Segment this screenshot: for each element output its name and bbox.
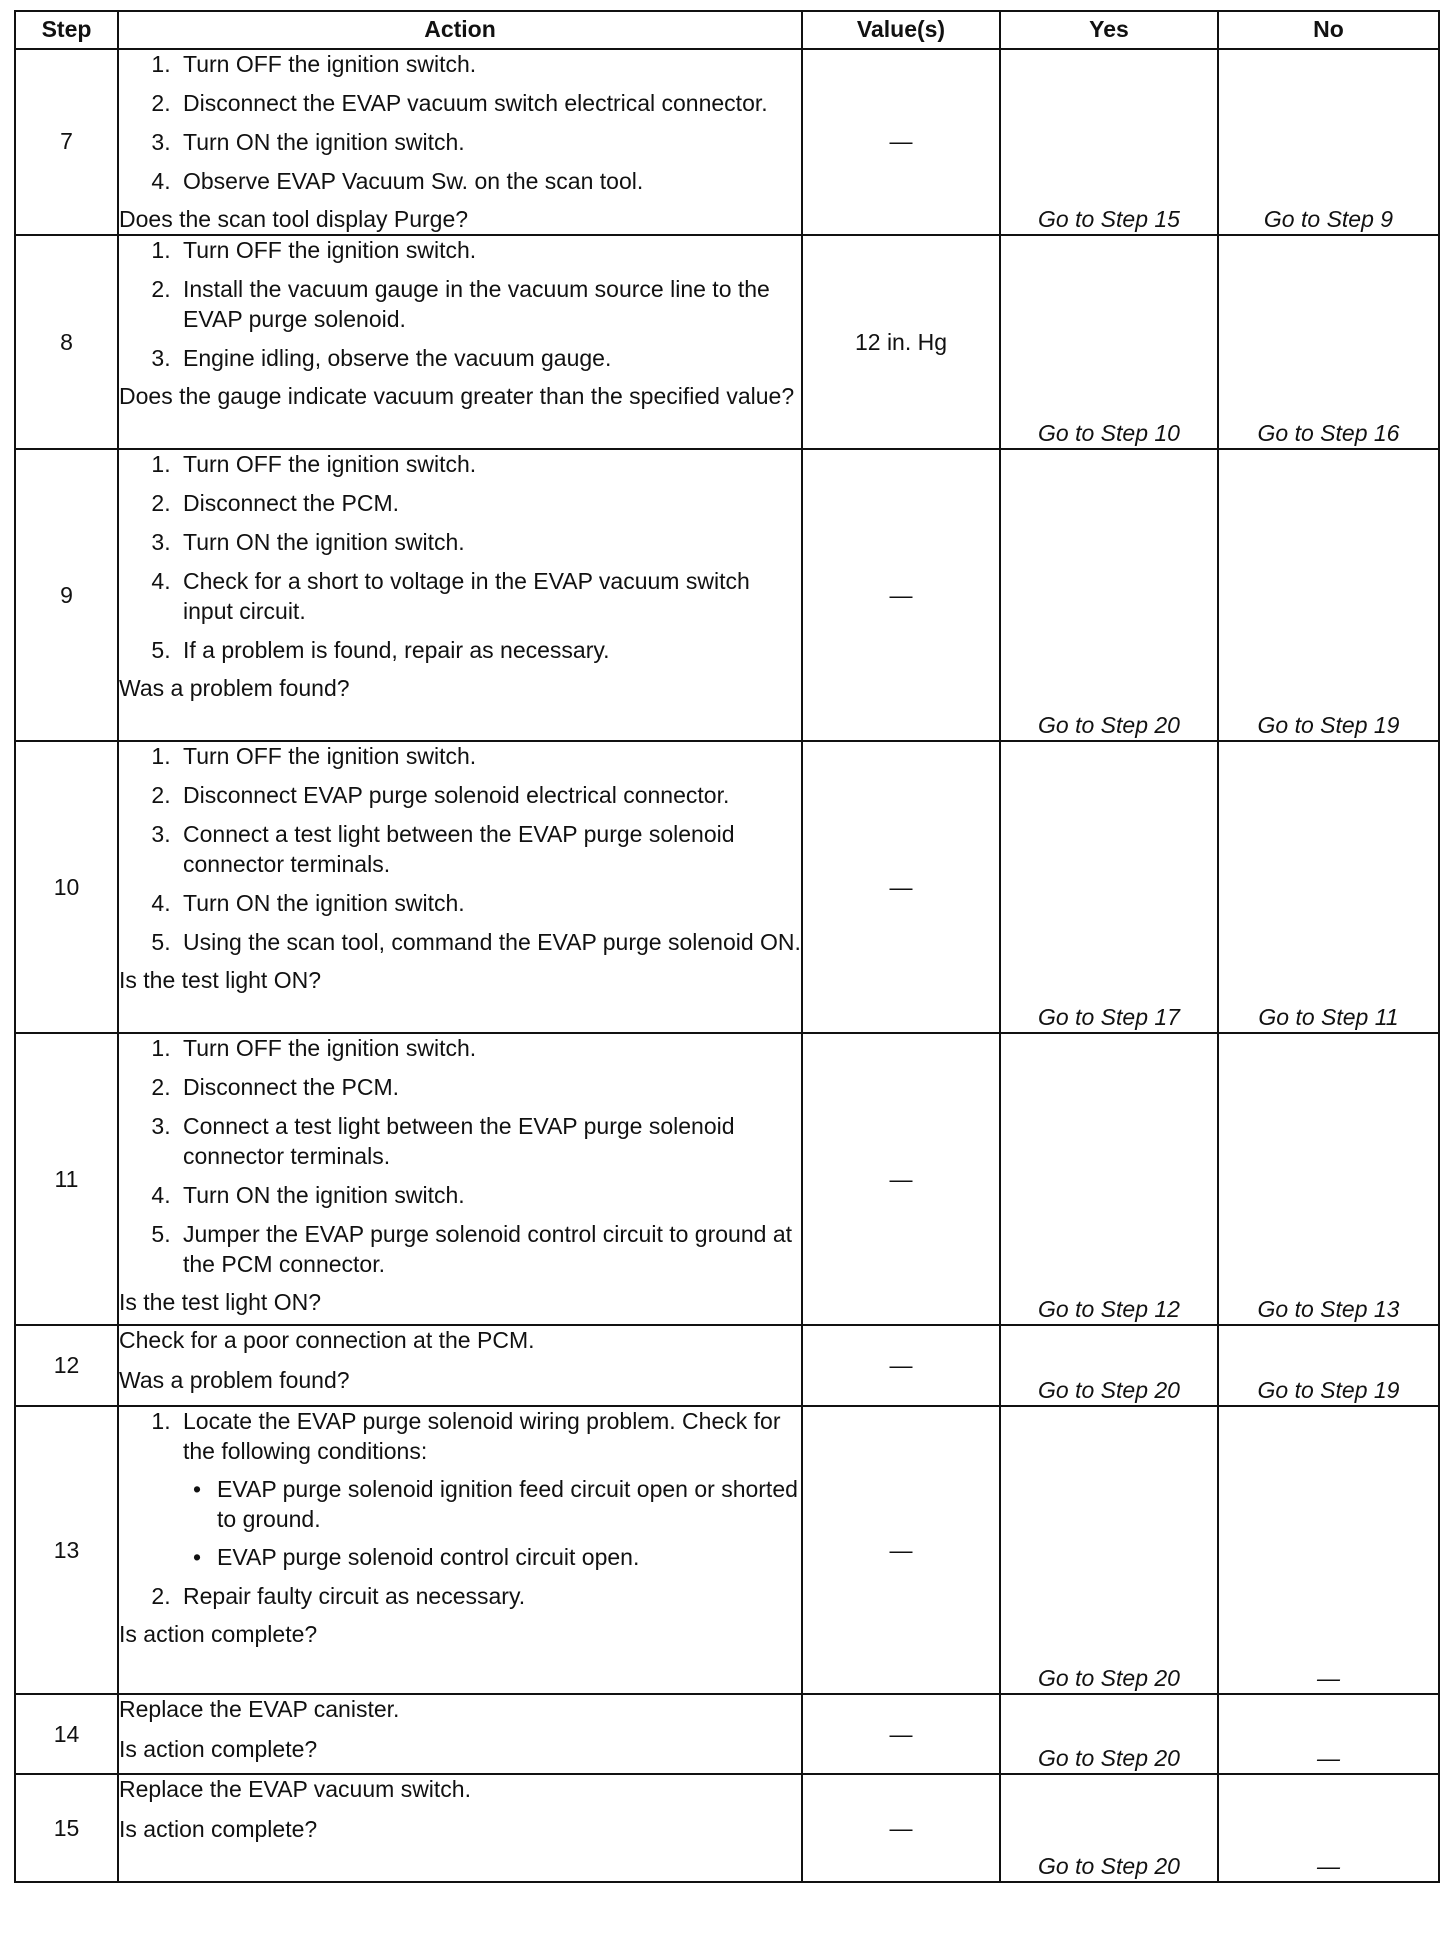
action-cell [118, 235, 802, 449]
action-item: 2. Disconnect EVAP purge solenoid electrical connector. [177, 781, 801, 811]
action-question: Does the scan tool display Purge? [119, 205, 469, 232]
step-number: 14 [15, 1694, 118, 1774]
step-number: 15 [15, 1774, 118, 1882]
yes-cell: Go to Step 10 [1000, 235, 1218, 449]
value-cell: — [802, 741, 1000, 1033]
no-cell: Go to Step 19 [1218, 449, 1439, 741]
action-cell [118, 1774, 802, 1882]
action-question: Is action complete? [119, 1816, 318, 1843]
table-row [15, 1406, 1439, 1694]
action-item: 4. Turn ON the ignition switch. [177, 1181, 801, 1211]
action-item: 1. Turn OFF the ignition switch. [177, 50, 801, 80]
action-question: Is the test light ON? [119, 1288, 321, 1315]
header-step: Step [15, 11, 118, 49]
action-item: 1. Turn OFF the ignition switch. [177, 1034, 801, 1064]
action-item: 3. Turn ON the ignition switch. [177, 528, 801, 558]
action-item [177, 1407, 801, 1572]
table-row [15, 1694, 1439, 1774]
table-row [15, 1774, 1439, 1882]
action-text: Replace the EVAP vacuum switch. [119, 1776, 471, 1803]
action-item-text: Locate the EVAP purge solenoid wiring problem. Check for the following conditions: [183, 1408, 781, 1465]
action-cell [118, 1694, 802, 1774]
action-question: Was a problem found? [119, 674, 350, 701]
no-cell: — [1218, 1774, 1439, 1882]
table-row [15, 49, 1439, 235]
action-list [119, 742, 801, 965]
step-number: 8 [15, 235, 118, 449]
action-question: Was a problem found? [119, 1367, 350, 1394]
value-cell: — [802, 1325, 1000, 1406]
action-cell [118, 1406, 802, 1694]
action-item: 4. Observe EVAP Vacuum Sw. on the scan tool. [177, 167, 801, 197]
action-item: 5. If a problem is found, repair as necessary. [177, 636, 801, 666]
action-item: 3. Connect a test light between the EVAP purge solenoid connector terminals. [177, 1112, 801, 1172]
action-cell [118, 741, 802, 1033]
action-cell [118, 1325, 802, 1406]
step-number: 9 [15, 449, 118, 741]
action-item: 5. Using the scan tool, command the EVAP purge solenoid ON. [177, 928, 801, 958]
table-row [15, 741, 1439, 1033]
header-action: Action [118, 11, 802, 49]
value-cell: — [802, 1774, 1000, 1882]
action-item: 3. Engine idling, observe the vacuum gauge. [177, 344, 801, 374]
header-values: Value(s) [802, 11, 1000, 49]
no-cell: Go to Step 11 [1218, 741, 1439, 1033]
yes-cell: Go to Step 20 [1000, 1406, 1218, 1694]
yes-cell: Go to Step 17 [1000, 741, 1218, 1033]
action-item: 1. Turn OFF the ignition switch. [177, 236, 801, 266]
action-item: 2. Disconnect the EVAP vacuum switch electrical connector. [177, 89, 801, 119]
action-question: Does the gauge indicate vacuum greater than the specified value? [119, 383, 795, 410]
condition-item: • EVAP purge solenoid control circuit open. [215, 1543, 801, 1573]
action-cell [118, 49, 802, 235]
action-cell [118, 449, 802, 741]
action-list [119, 450, 801, 673]
action-list [119, 236, 801, 382]
action-item: 4. Turn ON the ignition switch. [177, 889, 801, 919]
action-item: 1. Turn OFF the ignition switch. [177, 450, 801, 480]
action-item: 2. Repair faulty circuit as necessary. [177, 1582, 801, 1612]
step-number: 11 [15, 1033, 118, 1325]
action-list [119, 1407, 801, 1619]
step-number: 7 [15, 49, 118, 235]
value-cell: — [802, 1033, 1000, 1325]
condition-list [183, 1475, 801, 1573]
yes-cell: Go to Step 20 [1000, 1694, 1218, 1774]
step-number: 13 [15, 1406, 118, 1694]
action-text: Check for a poor connection at the PCM. [119, 1327, 535, 1354]
header-yes: Yes [1000, 11, 1218, 49]
header-row [15, 11, 1439, 49]
no-cell: — [1218, 1694, 1439, 1774]
value-cell: — [802, 49, 1000, 235]
diagnostic-table [14, 10, 1440, 1883]
condition-item: • EVAP purge solenoid ignition feed circuit open or shorted to ground. [215, 1475, 801, 1535]
yes-cell: Go to Step 20 [1000, 1325, 1218, 1406]
yes-cell: Go to Step 15 [1000, 49, 1218, 235]
value-cell: — [802, 1406, 1000, 1694]
header-no: No [1218, 11, 1439, 49]
action-item: 5. Jumper the EVAP purge solenoid control circuit to ground at the PCM connector. [177, 1220, 801, 1280]
table-row [15, 1033, 1439, 1325]
action-item: 1. Turn OFF the ignition switch. [177, 742, 801, 772]
step-number: 10 [15, 741, 118, 1033]
yes-cell: Go to Step 12 [1000, 1033, 1218, 1325]
step-number: 12 [15, 1325, 118, 1406]
action-question: Is the test light ON? [119, 966, 321, 993]
action-text: Replace the EVAP canister. [119, 1696, 400, 1723]
table-row [15, 1325, 1439, 1406]
action-item: 3. Turn ON the ignition switch. [177, 128, 801, 158]
action-item: 4. Check for a short to voltage in the EVAP vacuum switch input circuit. [177, 567, 801, 627]
action-item: 3. Connect a test light between the EVAP purge solenoid connector terminals. [177, 820, 801, 880]
value-cell: 12 in. Hg [802, 235, 1000, 449]
no-cell: Go to Step 16 [1218, 235, 1439, 449]
no-cell: — [1218, 1406, 1439, 1694]
yes-cell: Go to Step 20 [1000, 449, 1218, 741]
action-item: 2. Install the vacuum gauge in the vacuum source line to the EVAP purge solenoid. [177, 275, 801, 335]
no-cell: Go to Step 13 [1218, 1033, 1439, 1325]
no-cell: Go to Step 19 [1218, 1325, 1439, 1406]
yes-cell: Go to Step 20 [1000, 1774, 1218, 1882]
table-row [15, 449, 1439, 741]
action-item: 2. Disconnect the PCM. [177, 489, 801, 519]
table-row [15, 235, 1439, 449]
value-cell: — [802, 1694, 1000, 1774]
action-item: 2. Disconnect the PCM. [177, 1073, 801, 1103]
action-list [119, 1034, 801, 1287]
action-cell [118, 1033, 802, 1325]
value-cell: — [802, 449, 1000, 741]
action-question: Is action complete? [119, 1620, 318, 1647]
action-question: Is action complete? [119, 1736, 318, 1763]
no-cell: Go to Step 9 [1218, 49, 1439, 235]
action-list [119, 50, 801, 205]
